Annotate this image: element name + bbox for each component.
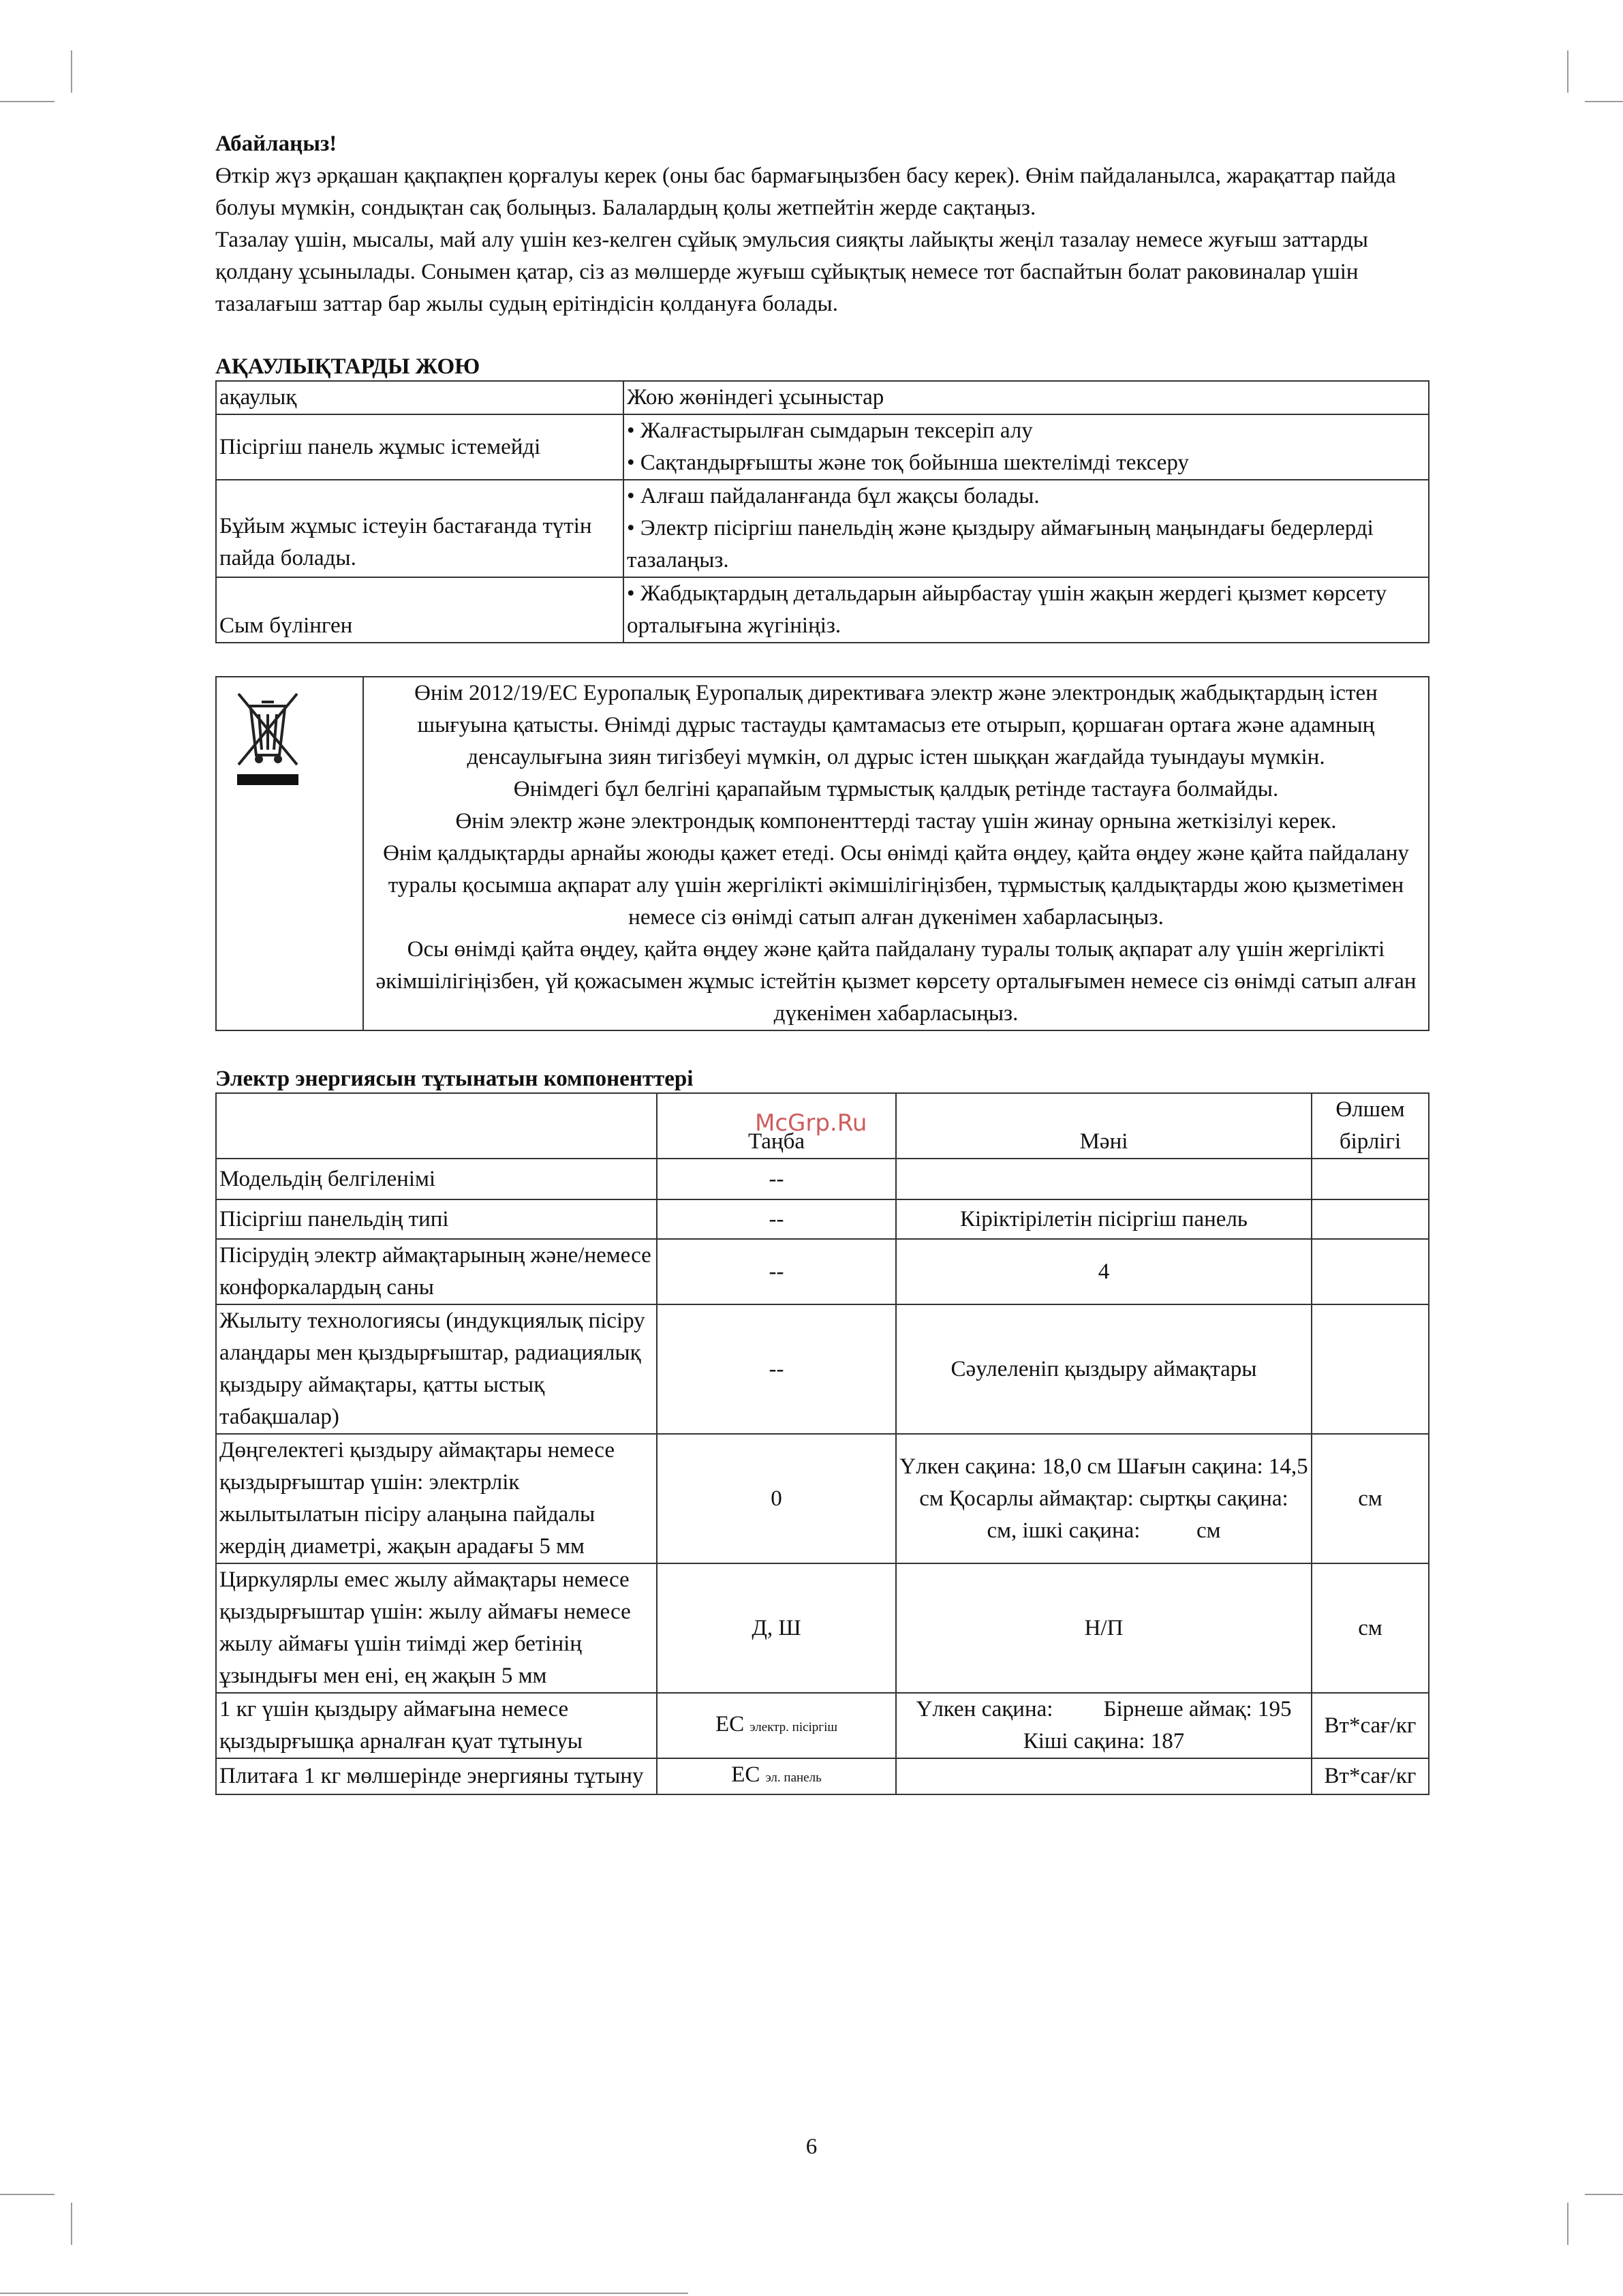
spec-name: Пісіргіш панельдің типі — [216, 1199, 657, 1239]
table-row — [216, 480, 1429, 577]
weee-notice — [215, 676, 1429, 1031]
spec-name: Модельдің белгіленімі — [216, 1159, 657, 1199]
spec-unit — [1312, 1239, 1429, 1304]
troubleshooting-title: АҚАУЛЫҚТАРДЫ ЖОЮ — [215, 354, 480, 379]
spec-symbol: -- — [657, 1239, 896, 1304]
warning-paragraph: Өткір жүз әрқашан қақпақпен қорғалуы керек (оны бас бармағыңызбен басу керек). Өнім пайдаланылса, жарақаттар пайда болуы мүмкін, сондықтан сақ болыңыз. Балалардың қолы жетпейтін жерде сақтаңыз. — [215, 164, 1396, 220]
spec-unit: см — [1312, 1434, 1429, 1563]
spec-symbol: -- — [657, 1199, 896, 1239]
crop-mark — [1585, 2194, 1623, 2195]
page-content — [215, 128, 1429, 1795]
spec-symbol: ЕС — [731, 1762, 760, 1787]
watermark: McGrp.Ru — [755, 1109, 867, 1137]
table-row — [216, 414, 1429, 480]
problem-cell: Бұйым жұмыс істеуін бастағанда түтін пайда болады. — [216, 480, 623, 577]
crop-mark — [1585, 101, 1623, 102]
solution-item: • Жалғастырылған сымдарын тексеріп алу — [627, 418, 1033, 443]
crop-mark — [71, 50, 72, 93]
solution-item: • Жабдықтардың детальдарын айырбастау үшін жақын жердегі қызмет көрсету орталығына жүгініңіз. — [627, 581, 1387, 638]
spec-unit — [1312, 1199, 1429, 1239]
problem-cell: Сым бүлінген — [216, 577, 623, 643]
warning-title: Абайлаңыз! — [215, 132, 337, 156]
spec-unit: Вт*сағ/кг — [1312, 1758, 1429, 1794]
table-row — [216, 1758, 1429, 1794]
bottom-rule — [0, 2293, 688, 2294]
spec-symbol-sub: электр. пісіргіш — [749, 1719, 838, 1734]
warning-paragraph: Тазалау үшін, мысалы, май алу үшін кез-келген сұйық эмульсия сияқты лайықты жеңіл тазалау немесе жуғыш заттарды қолдану ұсынылады. Сонымен қатар, сіз аз мөлшерде жуғыш сұйықтық немесе тот баспайтын болат раковиналар үшін тазалағыш заттар бар жылы судың ерітіндісін қолдануға болады. — [215, 228, 1368, 316]
weee-line: Өнім қалдықтарды арнайы жоюды қажет етеді. Осы өнімді қайта өңдеу, қайта өңдеу және қайта пайдалану туралы қосымша ақпарат алу үшін жергілікті әкімшілігіңізбен, тұрмыстық қалдықтарды жою қызметімен немесе сіз өнімді сатып алған дүкенімен хабарласыңыз. — [383, 841, 1409, 930]
crop-mark — [1567, 2203, 1568, 2245]
crossed-out-wheelie-bin-icon — [230, 687, 305, 789]
spec-unit: Вт*сағ/кг — [1312, 1693, 1429, 1758]
spec-name: Дөңгелектегі қыздыру аймақтары немесе қыздырғыштар үшін: электрлік жылытылатын пісіру алаңына пайдалы жердің диаметрі, жақын арадағы 5 мм — [216, 1434, 657, 1563]
table-row — [216, 1563, 1429, 1693]
solution-cell — [623, 414, 1429, 480]
table-row — [216, 1159, 1429, 1199]
weee-text — [363, 677, 1429, 1030]
spec-unit — [1312, 1159, 1429, 1199]
spec-name: Пісірудің электр аймақтарының және/немесе конфоркалардың саны — [216, 1239, 657, 1304]
header-unit: Өлшем бірлігі — [1312, 1093, 1429, 1159]
spec-name: Плитаға 1 кг мөлшерінде энергияны тұтыну — [216, 1758, 657, 1794]
spec-value: Кіріктірілетін пісіргіш панель — [896, 1199, 1312, 1239]
spec-symbol: 0 — [657, 1434, 896, 1563]
weee-icon-cell — [216, 677, 363, 1030]
weee-line: Өнімдегі бұл белгіні қарапайым тұрмыстық қалдық ретінде тастауға болмайды. — [513, 777, 1279, 801]
troubleshooting-table — [215, 380, 1429, 643]
table-row — [216, 1693, 1429, 1758]
spec-name: 1 кг үшін қыздыру аймағына немесе қыздырғышқа арналған қуат тұтынуы — [216, 1693, 657, 1758]
spec-symbol: ЕС — [715, 1711, 745, 1736]
page-number: 6 — [805, 2134, 818, 2159]
spec-unit: см — [1312, 1563, 1429, 1693]
solution-item: • Сақтандырғышты және тоқ бойынша шектелімді тексеру — [627, 450, 1189, 475]
header-problem: ақаулық — [216, 381, 623, 414]
spec-value: Н/П — [896, 1563, 1312, 1693]
spec-symbol-cell — [657, 1693, 896, 1758]
header-value: Мәні — [896, 1093, 1312, 1159]
specs-table — [215, 1092, 1429, 1795]
spec-value: 4 — [896, 1239, 1312, 1304]
header-solution: Жою жөніндегі ұсыныстар — [623, 381, 1429, 414]
crop-mark — [1567, 50, 1568, 93]
spec-name: Жылыту технологиясы (индукциялық пісіру алаңдары мен қыздырғыштар, радиациялық қыздыру аймақтары, қатты ыстық табақшалар) — [216, 1304, 657, 1434]
spec-value: Сәулеленіп қыздыру аймақтары — [896, 1304, 1312, 1434]
spec-unit — [1312, 1304, 1429, 1434]
weee-line: Өнім электр және электрондық компоненттерді тастау үшін жинау орнына жеткізілуі керек. — [455, 809, 1337, 833]
weee-line: Өнім 2012/19/ЕС Еуропалық Еуропалық директиваға электр және электрондық жабдықтардың істен шығуына қатысты. Өнімді дұрыс тастауды қамтамасыз ете отырып, қоршаған ортаға және адамның денсаулығына зиян тигізбеуі мүмкін, ол дұрыс істен шыққан жағдайда туындауы мүмкін. — [414, 681, 1378, 769]
crop-mark — [0, 101, 55, 102]
header-symbol: Таңба — [657, 1093, 896, 1159]
solution-cell — [623, 480, 1429, 577]
solution-cell — [623, 577, 1429, 643]
spec-value: Үлкен сақина: Бірнеше аймақ: 195 Кіші сақина: 187 — [896, 1693, 1312, 1758]
table-row — [216, 1434, 1429, 1563]
spec-symbol-sub: эл. панель — [765, 1771, 822, 1785]
spec-value: Үлкен сақина: 18,0 см Шағын сақина: 14,5 см Қосарлы аймақтар: сыртқы сақина: см, ішкі сақина: см — [896, 1434, 1312, 1563]
solution-item: • Алғаш пайдаланғанда бұл жақсы болады. — [627, 484, 1040, 508]
table-row — [216, 1239, 1429, 1304]
spec-name: Циркулярлы емес жылу аймақтары немесе қыздырғыштар үшін: жылу аймағы немесе жылу аймағы үшін тиімді жер бетінің ұзындығы мен ені, ең жақын 5 мм — [216, 1563, 657, 1693]
warning-section — [215, 128, 1429, 320]
spec-symbol: -- — [657, 1159, 896, 1199]
spec-symbol-cell — [657, 1758, 896, 1794]
spec-value — [896, 1159, 1312, 1199]
header-blank — [216, 1093, 657, 1159]
crop-mark — [0, 2194, 55, 2195]
table-header-row — [216, 381, 1429, 414]
specs-title: Электр энергиясын тұтынатын компоненттері — [215, 1067, 694, 1091]
table-row — [216, 1304, 1429, 1434]
table-row — [216, 1199, 1429, 1239]
weee-line: Осы өнімді қайта өңдеу, қайта өңдеу және қайта пайдалану туралы толық ақпарат алу үшін жергілікті әкімшілігіңізбен, үй қожасымен жұмыс істейтін қызмет көрсету орталығымен немесе сіз өнімді сатып алған дүкенімен хабарласыңыз. — [375, 937, 1417, 1026]
spec-symbol: Д, Ш — [657, 1563, 896, 1693]
spec-value — [896, 1758, 1312, 1794]
crop-mark — [71, 2203, 72, 2245]
solution-item: • Электр пісіргіш панельдің және қыздыру аймағының маңындағы бедерлерді тазалаңыз. — [627, 516, 1374, 572]
problem-cell: Пісіргіш панель жұмыс істемейді — [216, 414, 623, 480]
table-row — [216, 577, 1429, 643]
spec-symbol: -- — [657, 1304, 896, 1434]
